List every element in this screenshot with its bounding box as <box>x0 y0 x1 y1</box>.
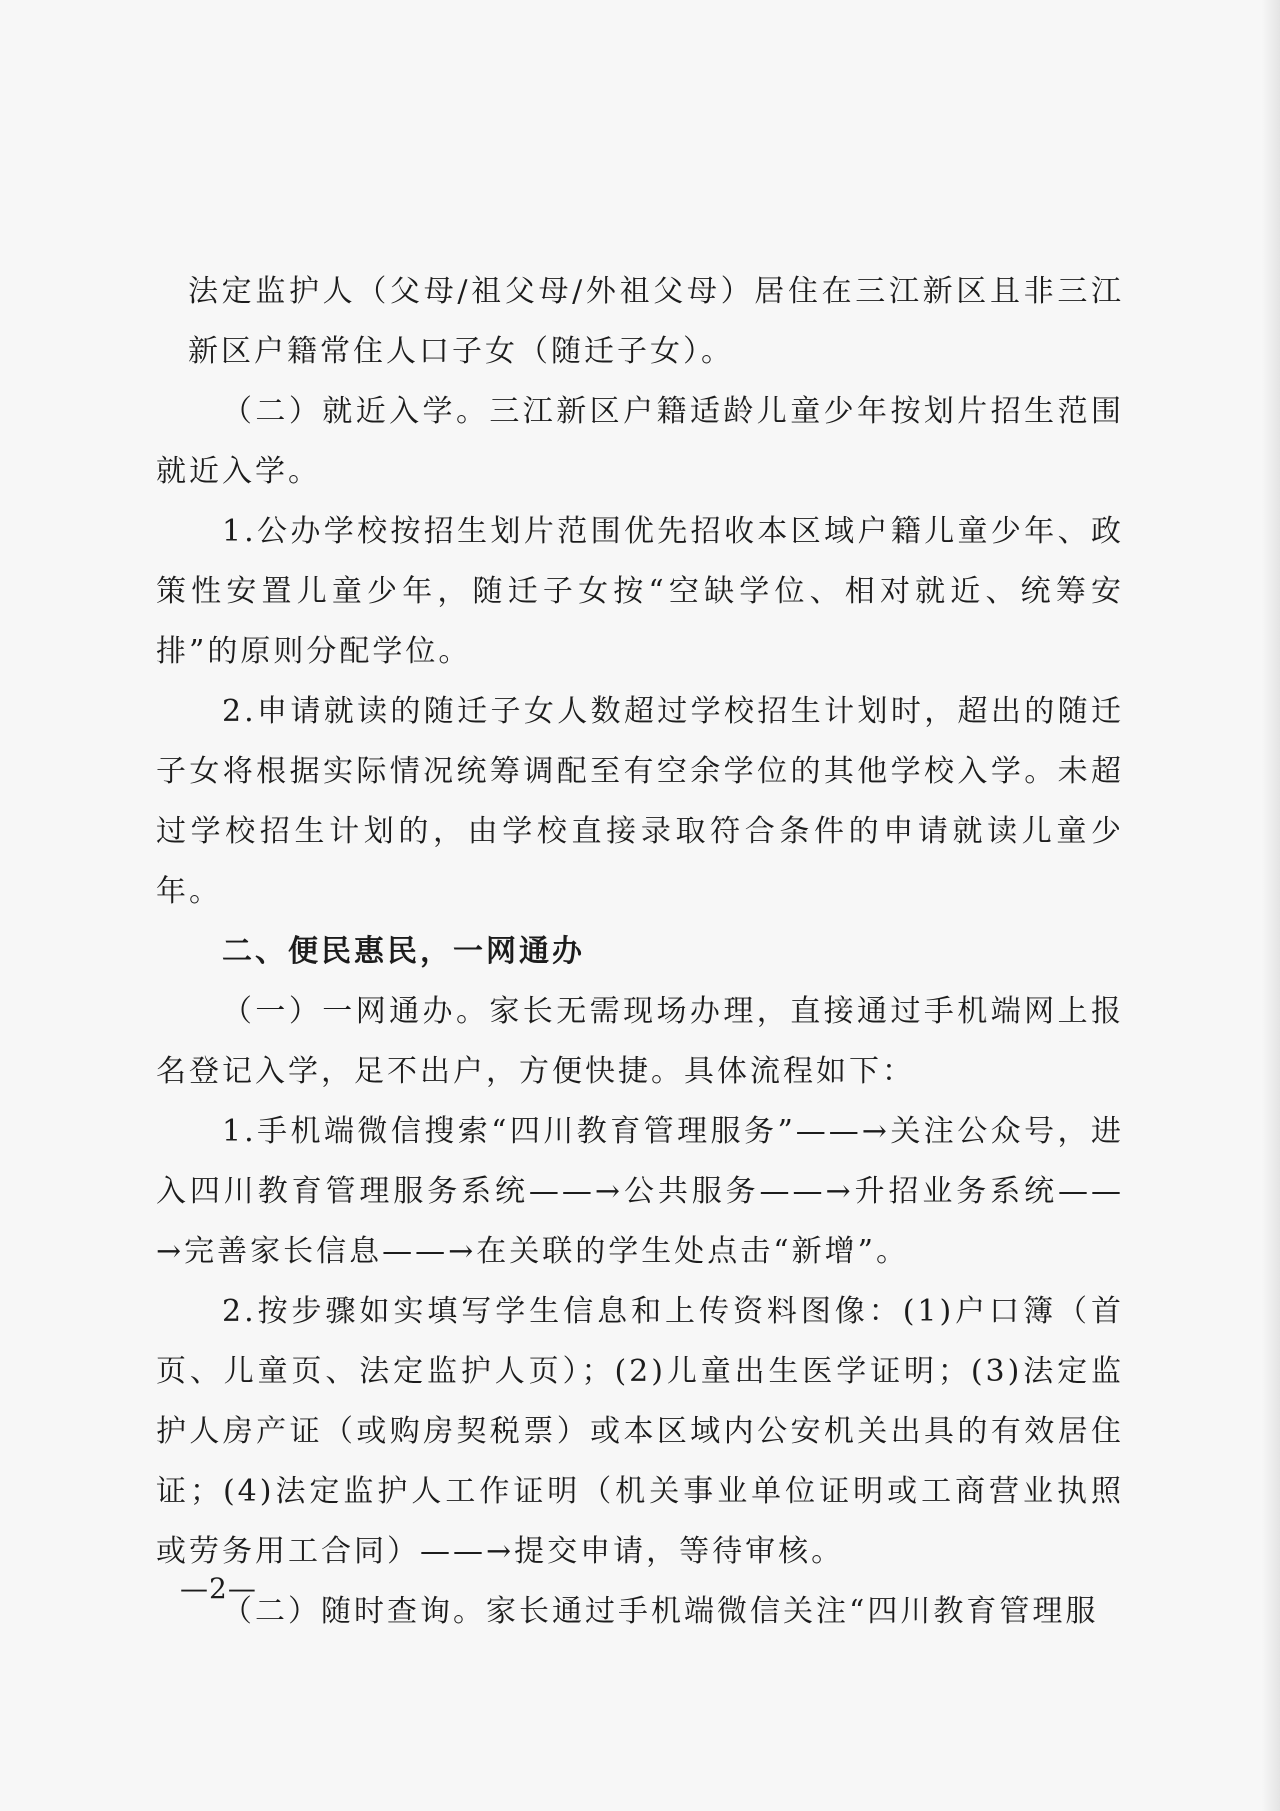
page-edge-shadow <box>1262 0 1280 1811</box>
paragraph-status-query: （二）随时查询。家长通过手机端微信关注“四川教育管理服 <box>222 1594 1099 1629</box>
paragraph-overflow-allocation: 2.申请就读的随迁子女人数超过学校招生计划时，超出的随迁子女将根据实际情况统筹调配至有空余学位的其他学校入学。未超过学校招生计划的，由学校直接录取符合条件的申请就读儿童少年。 <box>156 694 1124 909</box>
paragraph-public-school-priority: 1.公办学校按招生划片范围优先招收本区域户籍儿童少年、政策性安置儿童少年，随迁子女按“空缺学位、相对就近、统筹安排”的原则分配学位。 <box>156 514 1124 669</box>
paragraph-online-service: （一）一网通办。家长无需现场办理，直接通过手机端网上报名登记入学，足不出户，方便快捷。具体流程如下： <box>156 994 1124 1089</box>
paragraph-continuation: 法定监护人（父母/祖父母/外祖父母）居住在三江新区且非三江新区户籍常住人口子女（随迁子女）。 <box>188 274 1124 369</box>
page-number: —2— <box>180 1572 257 1605</box>
paragraph-upload-materials: 2.按步骤如实填写学生信息和上传资料图像：(1)户口簿（首页、儿童页、法定监护人页）；(2)儿童出生医学证明；(3)法定监护人房产证（或购房契税票）或本区域内公安机关出具的有效居住证；(4)法定监护人工作证明（机关事业单位证明或工商营业执照或劳务用工合同）——→提交申请，等待审核。 <box>156 1294 1124 1569</box>
paragraph-wechat-steps: 1.手机端微信搜索“四川教育管理服务”——→关注公众号，进入四川教育管理服务系统——→公共服务——→升招业务系统——→完善家长信息——→在关联的学生处点击“新增”。 <box>156 1114 1124 1269</box>
section-heading: 二、便民惠民，一网通办 <box>222 934 585 969</box>
paragraph-nearby-enrollment: （二）就近入学。三江新区户籍适龄儿童少年按划片招生范围就近入学。 <box>156 394 1124 489</box>
document-body <box>156 262 1124 1642</box>
